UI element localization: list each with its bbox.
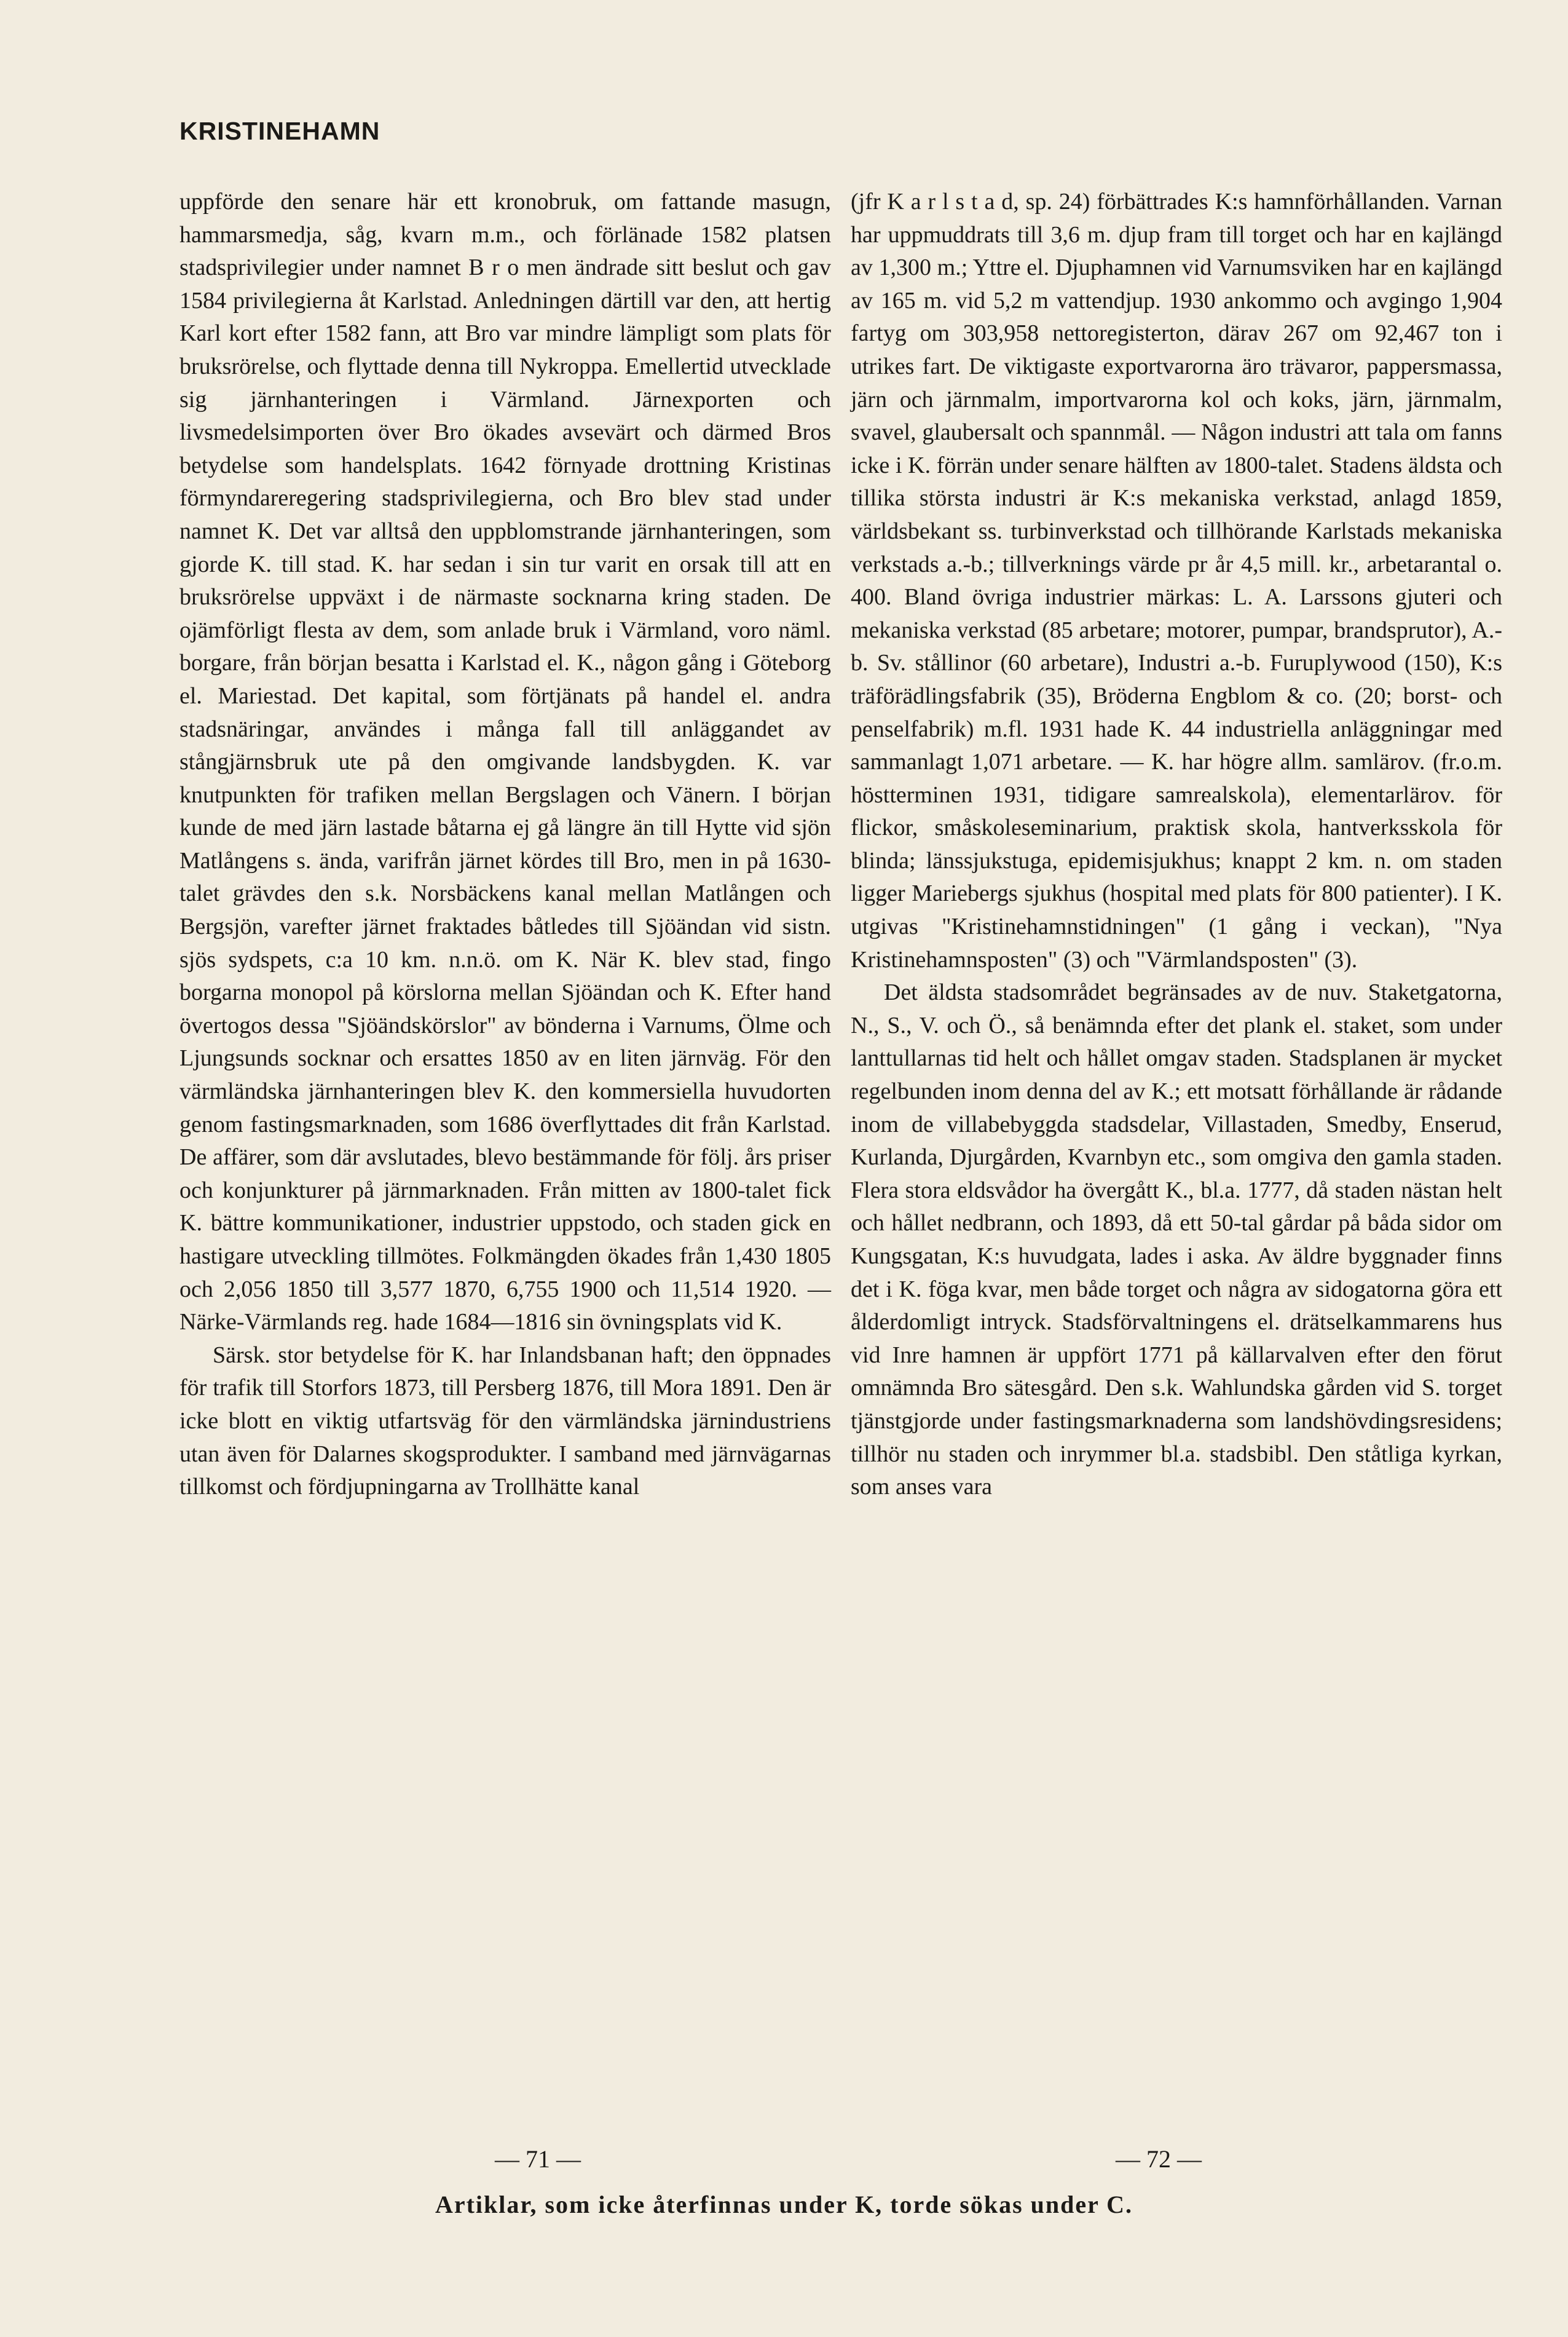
left-paragraph-2: Särsk. stor betydelse för K. har Inlandsbanan haft; den öppnades för trafik till Storfors 1873, till Persberg 1876, till Mora 1891. Den är icke blott en viktig utfartsväg för den värmländska järnindustriens utan även för Dalarnes skogsprodukter. I samband med järnvägarnas tillkomst och fördjupningarna av Trollhätte kanal (179, 1342, 831, 1500)
left-column (179, 186, 831, 1504)
right-paragraph-2: Det äldsta stadsområdet begränsades av de nuv. Staketgatorna, N., S., V. och Ö., så benämnda efter det plank el. staket, som under lanttullarnas tid helt och hållet omgav staden. Stadsplanen är mycket regelbunden inom denna del av K.; ett motsatt förhållande är rådande inom de villabebyggda stadsdelar, Villastaden, Smedby, Enserud, Kurlanda, Djurgården, Kvarnbyn etc., som omgiva den gamla staden. Flera stora eldsvådor ha övergått K., bl.a. 1777, då staden nästan helt och hållet nedbrann, och 1893, då ett 50-tal gårdar på båda sidor om Kungsgatan, K:s huvudgata, lades i aska. Av äldre byggnader finns det i K. föga kvar, men både torget och några av sidogatorna göra ett ålderdomligt intryck. Stadsförvaltningens el. drätselkammarens hus vid Inre hamnen är uppfört 1771 på källarvalven efter den förut omnämnda Bro sätesgård. Den s.k. Wahlundska gården vid S. torget tjänstgjorde under fastingsmarknaderna som landshövdingsresidens; tillhör nu staden och inrymmer bl.a. stadsbibl. Den ståtliga kyrkan, som anses vara (851, 979, 1502, 1500)
running-title: KRISTINEHAMN (179, 117, 380, 145)
page-number-left: — 71 — (495, 2145, 581, 2173)
left-paragraph-1: uppförde den senare här ett kronobruk, om fattande masugn, hammarsmedja, såg, kvarn m.m., och förlänade 1582 platsen stadsprivilegier under namnet B r o men ändrade sitt beslut och gav 1584 privilegierna åt Karlstad. Anledningen därtill var den, att hertig Karl kort efter 1582 fann, att Bro var mindre lämpligt som plats för bruksrörelse, och flyttade denna till Nykroppa. Emellertid utvecklade sig järnhanteringen i Värmland. Järnexporten och livsmedelsimporten över Bro ökades avsevärt och därmed Bros betydelse som handelsplats. 1642 förnyade drottning Kristinas förmyndareregering stadsprivilegierna, och Bro blev stad under namnet K. Det var alltså den uppblomstrande järnhanteringen, som gjorde K. till stad. K. har sedan i sin tur varit en orsak till att en bruksrörelse uppväxt i de närmaste socknarna kring staden. De ojämförligt flesta av dem, som anlade bruk i Värmland, voro näml. borgare, från början besatta i Karlstad el. K., någon gång i Göteborg el. Mariestad. Det kapital, som förtjänats på handel el. andra stadsnäringar, användes i många fall till anläggandet av stångjärnsbruk ute på den omgivande landsbygden. K. var knutpunkten för trafiken mellan Bergslagen och Vänern. I början kunde de med järn lastade båtarna ej gå längre än till Hytte vid sjön Matlångens s. ända, varifrån järnet kördes till Bro, men in på 1630-talet grävdes den s.k. Norsbäckens kanal mellan Matlången och Bergsjön, varefter järnet fraktades båtledes till Sjöändan vid sistn. sjös sydspets, c:a 10 km. n.n.ö. om K. När K. blev stad, fingo borgarna monopol på körslorna mellan Sjöändan och K. Efter hand övertogos dessa "Sjöändskörslor" av bönderna i Varnums, Ölme och Ljungsunds socknar och ersattes 1850 av en liten järnväg. För den värmländska järnhanteringen blev K. den kommersiella huvudorten genom fastingsmarknaden, som 1686 överflyttades dit från Karlstad. De affärer, som där avslutades, blevo bestämmande för följ. års priser och konjunkturer på järnmarknaden. Från mitten av 1800-talet fick K. bättre kommunikationer, industrier uppstodo, och staden gick en hastigare utveckling tillmötes. Folkmängden ökades från 1,430 1805 och 2,056 1850 till 3,577 1870, 6,755 1900 och 11,514 1920. — Närke-Värmlands reg. hade 1684—1816 sin övningsplats vid K. (179, 189, 831, 1335)
right-paragraph-1: (jfr K a r l s t a d, sp. 24) förbättrades K:s hamnförhållanden. Varnan har uppmuddrats till 3,6 m. djup fram till torget och har en kajlängd av 1,300 m.; Yttre el. Djuphamnen vid Varnumsviken har en kajlängd av 165 m. vid 5,2 m vattendjup. 1930 ankommo och avgingo 1,904 fartyg om 303,958 nettoregisterton, därav 267 om 92,467 ton i utrikes fart. De viktigaste exportvarorna äro trävaror, pappersmassa, järn och järnmalm, importvarorna kol och koks, järn, järnmalm, svavel, glaubersalt och spannmål. — Någon industri att tala om fanns icke i K. förrän under senare hälften av 1800-talet. Stadens äldsta och tillika största industri är K:s mekaniska verkstad, anlagd 1859, världsbekant ss. turbinverkstad och tillhörande Karlstads mekaniska verkstads a.-b.; tillverknings värde pr år 4,5 mill. kr., arbetarantal o. 400. Bland övriga industrier märkas: L. A. Larssons gjuteri och mekaniska verkstad (85 arbetare; motorer, pumpar, brandsprutor), A.-b. Sv. stållinor (60 arbetare), Industri a.-b. Furuplywood (150), K:s träförädlingsfabrik (35), Bröderna Engblom & co. (20; borst- och penselfabrik) m.fl. 1931 hade K. 44 industriella anläggningar med sammanlagt 1,071 arbetare. — K. har högre allm. samlärov. (fr.o.m. höstterminen 1931, tidigare samrealskola), elementarlärov. för flickor, småskoleseminarium, praktisk skola, hantverksskola för blinda; länssjukstuga, epidemisjukhus; knappt 2 km. n. om staden ligger Mariebergs sjukhus (hospital med plats för 800 patienter). I K. utgivas "Kristinehamnstidningen" (1 gång i veckan), "Nya Kristinehamnsposten" (3) och "Värmlandsposten" (3). (851, 189, 1502, 973)
right-column (851, 186, 1502, 1504)
footer-note: Artiklar, som icke återfinnas under K, torde sökas under C. (435, 2191, 1133, 2218)
page-number-right: — 72 — (1116, 2145, 1202, 2173)
